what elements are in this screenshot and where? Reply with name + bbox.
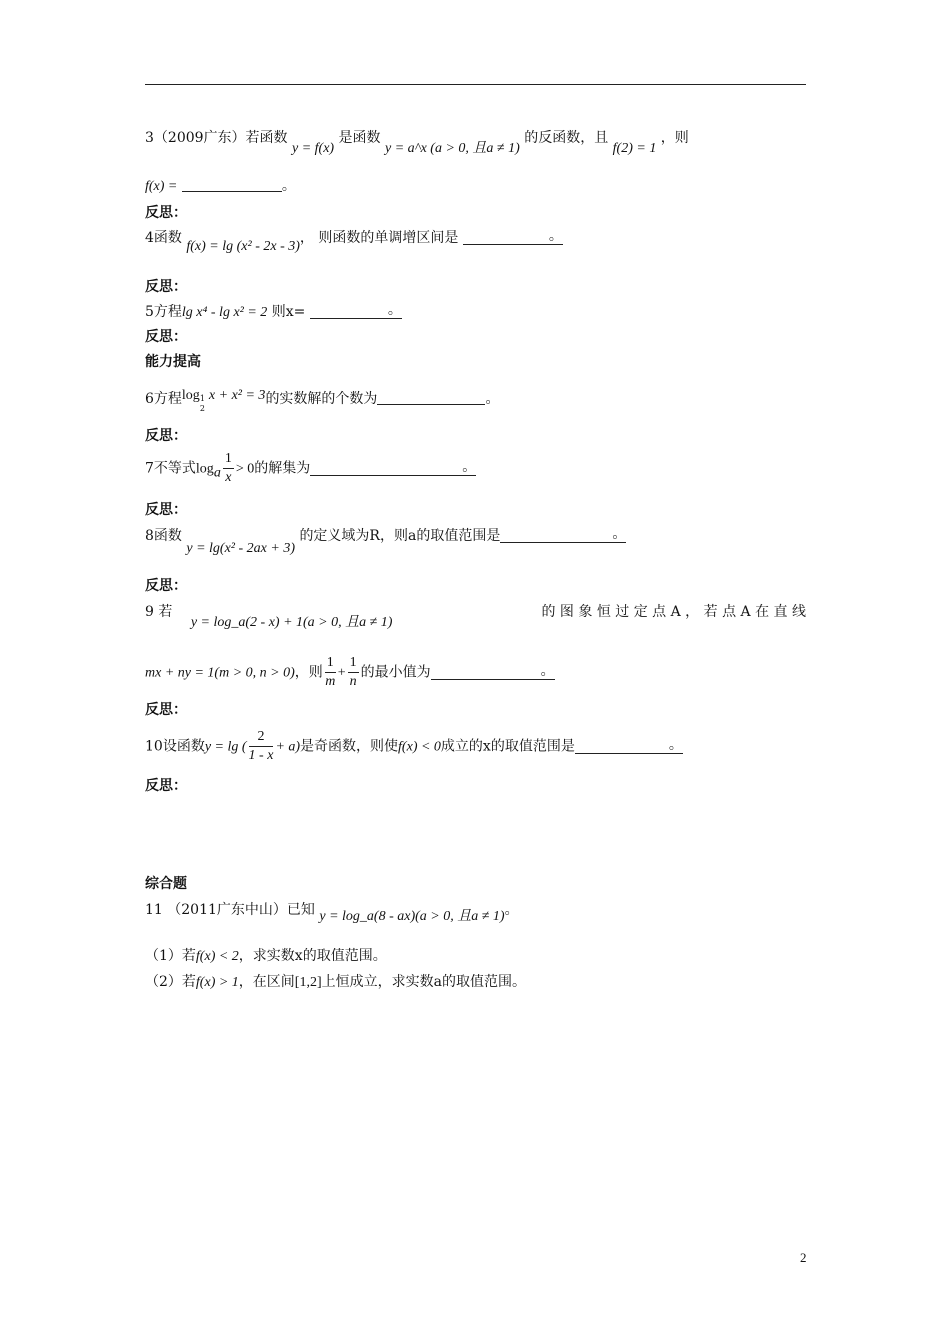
q10-text-c: 成立的x的取值范围是	[440, 738, 575, 755]
q7-frac-den: x	[225, 470, 232, 485]
q3-text-b: 是函数	[338, 130, 381, 146]
answer-blank-q4[interactable]	[463, 230, 563, 245]
q9-text: 9 若	[145, 604, 173, 620]
q11-p2-text: （2）若	[145, 974, 196, 990]
q5-end: 。	[387, 302, 402, 318]
q5-text: 5方程	[145, 304, 182, 320]
q10-math-1: y = lg (	[204, 739, 247, 755]
q3-text-c: 的反函数，且	[524, 130, 609, 146]
q7-log-base: a	[213, 465, 221, 481]
q3-end: 。	[281, 178, 296, 194]
q10-text-b: 是奇函数，则使	[300, 738, 399, 755]
q10-fraction	[249, 728, 274, 765]
q11-text: 11 （2011广东中山）已知	[145, 902, 315, 918]
question-5	[145, 302, 402, 323]
q8-text: 8函数	[145, 528, 182, 544]
q6-log-base	[200, 394, 205, 414]
page-number: 2	[800, 1250, 807, 1265]
q9-f2-den: n	[349, 674, 357, 689]
question-11-part-2	[145, 972, 526, 993]
q3-math-3: f(2) = 1	[612, 141, 657, 156]
q7-frac-num: 1	[223, 450, 234, 469]
q3-math-4: f(x) =	[145, 179, 178, 194]
q10-frac-den: 1 - x	[248, 748, 274, 763]
q10-frac-num: 2	[249, 728, 274, 747]
q11-p2-interval: [1,2]	[294, 975, 322, 990]
reflect-label-q6: 反思：	[145, 428, 187, 444]
question-4	[145, 228, 563, 254]
q6-math-rest: x + x² = 3	[208, 388, 266, 403]
q11-p2-text-b: ，在区间	[238, 974, 295, 990]
q4-end: 。	[548, 228, 563, 244]
q8-end: 。	[612, 526, 627, 542]
question-7	[145, 450, 476, 487]
q6-text-b: 的实数解的个数为	[265, 391, 378, 407]
question-6	[145, 386, 500, 413]
reflect-label-q8: 反思：	[145, 578, 187, 594]
q8-text-b: 的定义域为R，则a的取值范围是	[299, 528, 501, 544]
question-11-part-1	[145, 946, 387, 967]
q11-math: y = log_a(8 - ax)(a > 0, 且a ≠ 1)	[319, 909, 505, 924]
q11-p1-math: f(x) < 2	[195, 949, 239, 964]
question-10	[145, 728, 683, 765]
q6-base-den: 2	[199, 404, 205, 413]
q11-p2-math: f(x) > 1	[195, 975, 239, 990]
q9-text-b: 的 图 象 恒 过 定 点 A ， 若 点 A 在 直 线	[541, 604, 806, 620]
reflect-label-q10: 反思：	[145, 778, 187, 794]
q10-text: 10设函数	[145, 738, 205, 755]
q8-math: y = lg(x² - 2ax + 3)	[186, 541, 295, 556]
q11-p1-text-b: ，求实数x的取值范围。	[238, 948, 387, 964]
q9-math-2: mx + ny = 1(m > 0, n > 0)	[145, 665, 295, 681]
q7-fraction	[223, 450, 234, 487]
q6-base-num: 1	[199, 394, 205, 403]
q9-f1-num: 1	[325, 654, 336, 673]
q3-text-d: ，则	[660, 130, 689, 146]
q10-math-2: + a)	[275, 739, 301, 755]
q11-p1-text: （1）若	[145, 948, 196, 964]
question-9-line-1	[145, 602, 806, 630]
answer-blank-q8[interactable]	[500, 528, 626, 543]
q9-end: 。	[540, 662, 555, 679]
section-ability: 能力提高	[145, 354, 201, 370]
q11-p2-text-c: 上恒成立，求实数a的取值范围。	[321, 974, 526, 990]
answer-blank-q9[interactable]	[431, 662, 555, 680]
q10-end: 。	[668, 736, 683, 753]
q6-end: 。	[485, 391, 500, 407]
q9-text-d: 的最小值为	[360, 664, 431, 681]
q3-math-2: y = a^x (a > 0, 且a ≠ 1)	[385, 141, 520, 156]
q9-f1-den: m	[325, 674, 336, 689]
q9-math-1: y = log_a(2 - x) + 1(a > 0, 且a ≠ 1)	[190, 615, 393, 630]
q6-log: log	[181, 388, 200, 403]
q7-text: 7不等式	[145, 460, 196, 477]
q4-text-b: ， 则函数的单调增区间是	[299, 230, 459, 246]
reflect-label-q3: 反思：	[145, 205, 187, 221]
answer-blank-q5[interactable]	[310, 304, 402, 319]
q7-log: log	[195, 461, 214, 477]
q9-plus: +	[337, 665, 346, 681]
q6-text: 6方程	[145, 391, 182, 407]
q7-text-b: 的解集为	[254, 460, 311, 477]
answer-blank-q6[interactable]	[377, 390, 485, 405]
q3-text: 3（2009广东）若函数	[145, 130, 288, 146]
question-11	[145, 900, 519, 924]
reflect-label-q9: 反思：	[145, 702, 187, 718]
answer-blank-q3[interactable]	[182, 177, 282, 192]
answer-blank-q7[interactable]	[310, 458, 477, 476]
header-rule	[145, 84, 806, 85]
q9-f2-num: 1	[348, 654, 359, 673]
q4-text: 4函数	[145, 230, 182, 246]
reflect-label-q7: 反思：	[145, 502, 187, 518]
question-3-line-2	[145, 176, 296, 197]
q3-math-1: y = f(x)	[292, 141, 335, 156]
q10-math-3: f(x) < 0	[398, 739, 441, 755]
q9-fraction-2	[348, 654, 359, 691]
q5-math: lg x⁴ - lg x² = 2	[181, 305, 268, 320]
answer-blank-q10[interactable]	[575, 736, 683, 754]
q7-math-rest: > 0	[235, 461, 255, 477]
q4-math: f(x) = lg (x² - 2x - 3)	[186, 239, 300, 254]
q5-text-b: 则x=	[271, 304, 306, 320]
question-9-line-2	[145, 654, 555, 691]
reflect-label-q5: 反思：	[145, 329, 187, 345]
section-synthesis: 综合题	[145, 876, 187, 892]
q11-end: 。	[504, 902, 519, 918]
q9-text-c: ，则	[294, 664, 323, 681]
q7-end: 。	[462, 458, 477, 475]
question-8	[145, 526, 627, 556]
question-3-line-1	[145, 128, 689, 156]
reflect-label-q4: 反思：	[145, 279, 187, 295]
q9-fraction-1	[325, 654, 336, 691]
